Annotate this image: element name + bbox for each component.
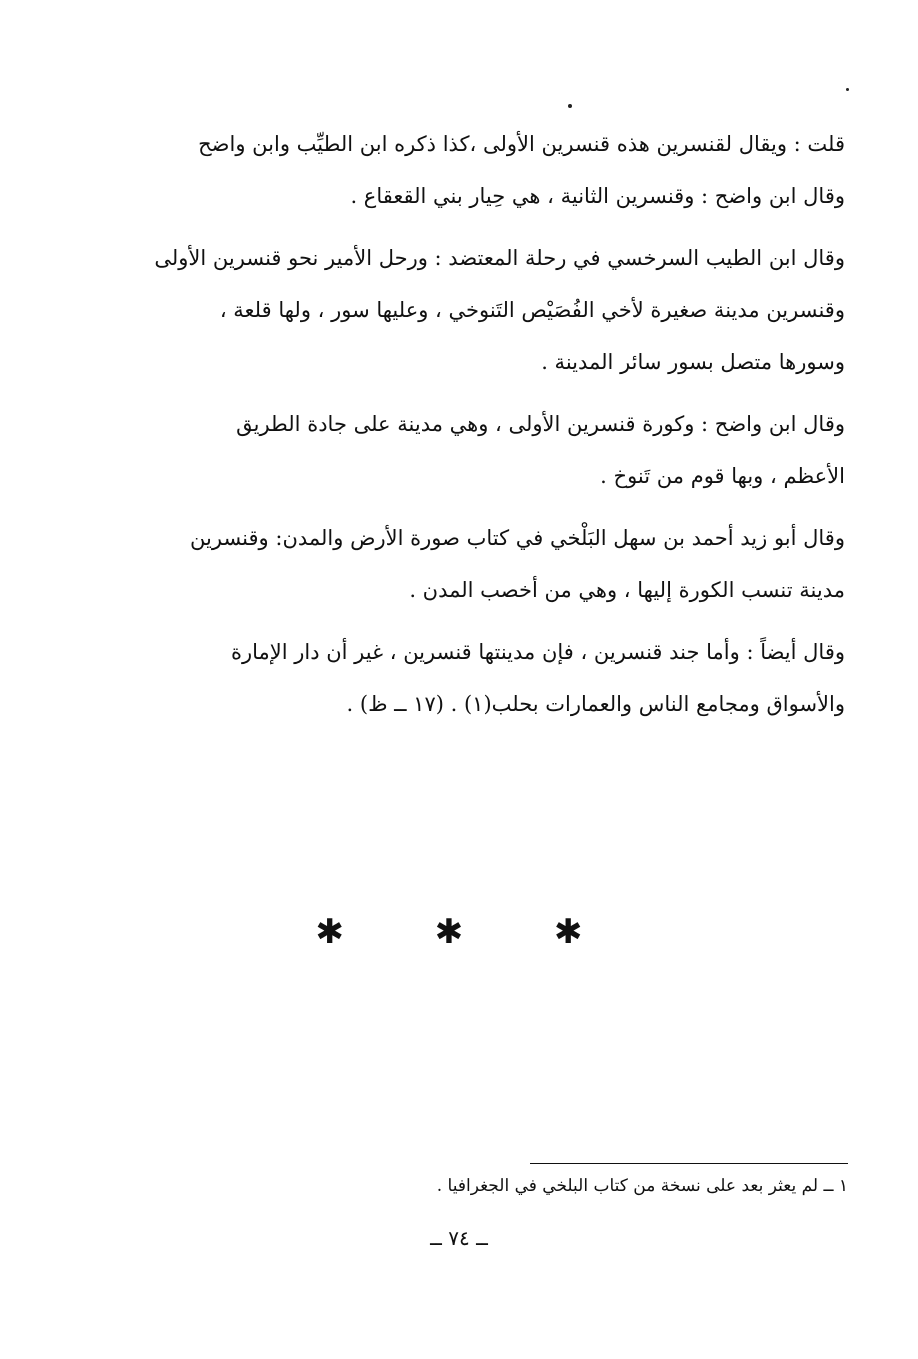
text-line: وقنسرين مدينة صغيرة لأخي الفُصَيْص التَنوخي ، وعليها سور ، ولها قلعة ، <box>219 298 845 322</box>
footnote-rule <box>530 1163 848 1164</box>
text-line: الأعظم ، وبها قوم من تَنوخ . <box>600 464 845 488</box>
text-line: وقال ابن الطيب السرخسي في رحلة المعتضد : ورحل الأمير نحو قنسرين الأولى <box>154 246 845 270</box>
paragraph-2 <box>100 232 845 388</box>
text-line: وقال أيضاً : وأما جند قنسرين ، فإن مدينتها قنسرين ، غير أن دار الإمارة <box>230 640 845 664</box>
page-number: ــ ٧٤ ــ <box>430 1226 488 1250</box>
body-text <box>100 118 845 740</box>
ink-speck <box>846 88 849 91</box>
ink-speck <box>568 104 572 108</box>
text-line: مدينة تنسب الكورة إليها ، وهي من أخصب المدن . <box>409 578 845 602</box>
text-line: قلت : ويقال لقنسرين هذه قنسرين الأولى ،كذا ذكره ابن الطيِّب وابن واضح <box>198 132 845 156</box>
paragraph-5 <box>100 626 845 730</box>
section-separator: ✱ ✱ ✱ <box>315 912 623 952</box>
paragraph-1 <box>100 118 845 222</box>
text-line: وسورها متصل بسور سائر المدينة . <box>541 350 845 374</box>
text-line: وقال ابن واضح : وكورة قنسرين الأولى ، وهي مدينة على جادة الطريق <box>236 412 845 436</box>
text-line: وقال ابن واضح : وقنسرين الثانية ، هي حِيار بني القعقاع . <box>350 184 845 208</box>
paragraph-4 <box>100 512 845 616</box>
footnote: ١ ــ لم يعثر بعد على نسخة من كتاب البلخي في الجغرافيا . <box>436 1176 848 1196</box>
paragraph-3 <box>100 398 845 502</box>
text-line: والأسواق ومجامع الناس والعمارات بحلب(١) . (١٧ ــ ظ) . <box>346 692 845 716</box>
text-line: وقال أبو زيد أحمد بن سهل البَلْخي في كتاب صورة الأرض والمدن: وقنسرين <box>190 526 845 550</box>
